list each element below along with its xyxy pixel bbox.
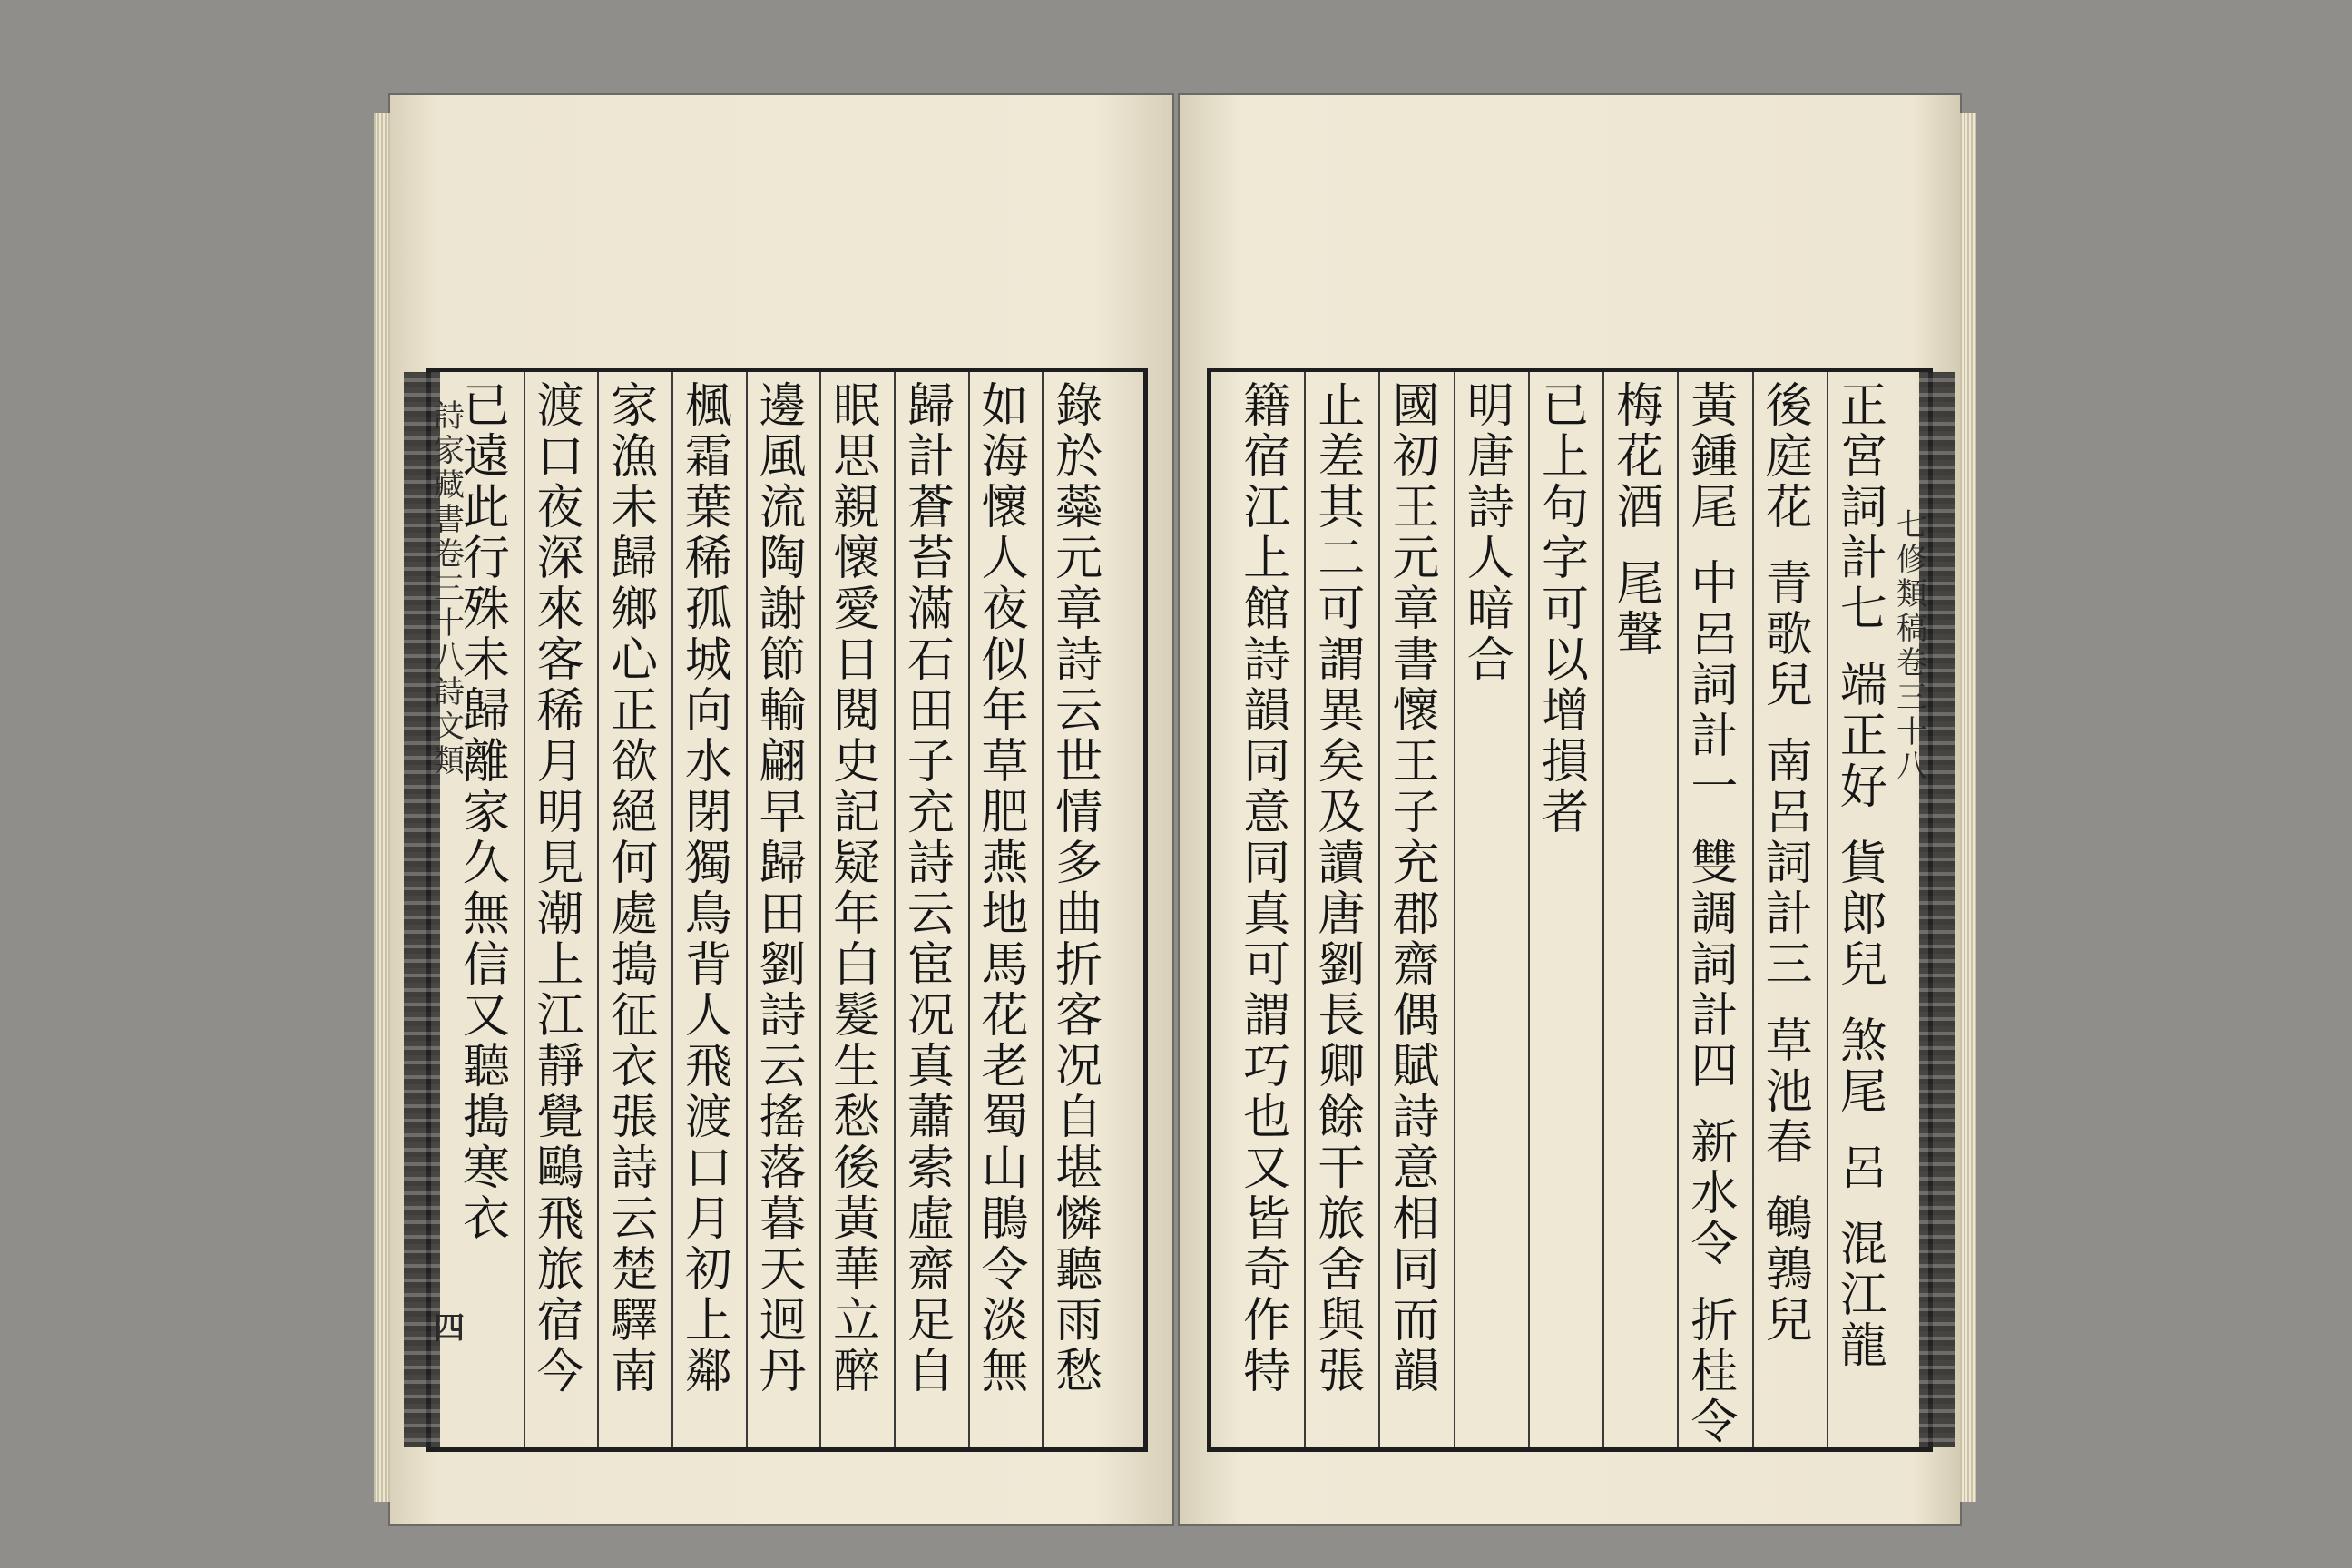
column-rule <box>819 372 821 1447</box>
column-rule <box>671 372 673 1447</box>
right-text-column: 國 初 王 元 章 書 懷 王 子 充 郡 齋 偶 賦 詩 意 相 同 而 韻 <box>1392 379 1440 1399</box>
left-page-number: 四 <box>434 1310 465 1347</box>
right-text-column: 籍 宿 江 上 館 詩 韻 同 意 同 真 可 謂 巧 也 又 皆 奇 作 特 <box>1243 379 1291 1399</box>
column-rule <box>597 372 599 1447</box>
right-text-column: 已 上 句 字 可 以 增 損 者 <box>1541 379 1589 840</box>
column-rule <box>746 372 748 1447</box>
left-text-column: 楓 霜 葉 稀 孤 城 向 水 閉 獨 鳥 背 人 飛 渡 口 月 初 上 鄰 <box>684 379 732 1399</box>
column-rule <box>1677 372 1679 1447</box>
column-rule <box>1454 372 1455 1447</box>
column-rule <box>968 372 970 1447</box>
right-text-column: 明 唐 詩 人 暗 合 <box>1466 379 1514 688</box>
left-text-column: 家 漁 未 歸 鄉 心 正 欲 絕 何 處 搗 征 衣 張 詩 云 楚 驛 南 <box>611 379 659 1399</box>
right-text-column: 黃 鍾 尾 中 呂 詞 計 一 雙 調 詞 計 四 新 水 令 折 桂 令 <box>1690 379 1739 1450</box>
page-edges-right <box>1960 113 1976 1502</box>
right-margin-title: 七 修 類 稿 卷 三 十 八 <box>1896 507 1927 785</box>
left-margin-title: 詩 家 藏 書 卷 三 十 八 詩 文 類 <box>434 398 465 779</box>
right-page <box>1180 95 1960 1524</box>
column-rule <box>1752 372 1754 1447</box>
column-rule <box>1304 372 1306 1447</box>
column-rule <box>1827 372 1828 1447</box>
column-rule <box>894 372 896 1447</box>
column-rule <box>524 372 525 1447</box>
left-text-column: 歸 計 蒼 苔 滿 石 田 子 充 詩 云 宦 况 真 蕭 索 虛 齋 足 自 <box>906 379 955 1399</box>
open-book <box>390 95 1960 1524</box>
column-rule <box>1602 372 1604 1447</box>
right-text-column: 止 差 其 二 可 謂 異 矣 及 讀 唐 劉 長 卿 餘 干 旅 舍 與 張 <box>1318 379 1366 1399</box>
column-rule <box>1528 372 1530 1447</box>
left-page <box>390 95 1172 1524</box>
left-text-column: 錄 於 蘂 元 章 詩 云 世 情 多 曲 折 客 况 自 堪 憐 聽 雨 愁 <box>1055 379 1103 1399</box>
left-text-column: 渡 口 夜 深 來 客 稀 月 明 見 潮 上 江 靜 覺 鷗 飛 旅 宿 今 <box>536 379 584 1399</box>
right-text-frame <box>1207 368 1933 1452</box>
page-edges-left <box>374 113 390 1502</box>
right-text-column: 正 宮 詞 計 七 端 正 好 貨 郎 兒 煞 尾 呂 混 江 龍 <box>1839 379 1887 1374</box>
left-text-column: 如 海 懷 人 夜 似 年 草 肥 燕 地 馬 花 老 蜀 山 鵑 令 淡 無 <box>981 379 1029 1399</box>
left-text-column: 已 遠 此 行 殊 未 歸 離 家 久 無 信 又 聽 搗 寒 衣 <box>462 379 510 1247</box>
right-text-column: 後 庭 花 青 歌 兒 南 呂 詞 計 三 草 池 春 鵪 鶉 兒 <box>1765 379 1813 1348</box>
left-text-column: 邊 風 流 陶 謝 節 輸 翩 早 歸 田 劉 詩 云 搖 落 暮 天 迥 丹 <box>759 379 807 1399</box>
right-text-column: 梅 花 酒 尾 聲 <box>1616 379 1664 662</box>
left-text-column: 眠 思 親 懷 愛 日 閱 史 記 疑 年 白 髮 生 愁 後 黃 華 立 醉 <box>833 379 881 1399</box>
column-rule <box>1042 372 1044 1447</box>
column-rule <box>1378 372 1380 1447</box>
left-text-frame <box>426 368 1148 1452</box>
